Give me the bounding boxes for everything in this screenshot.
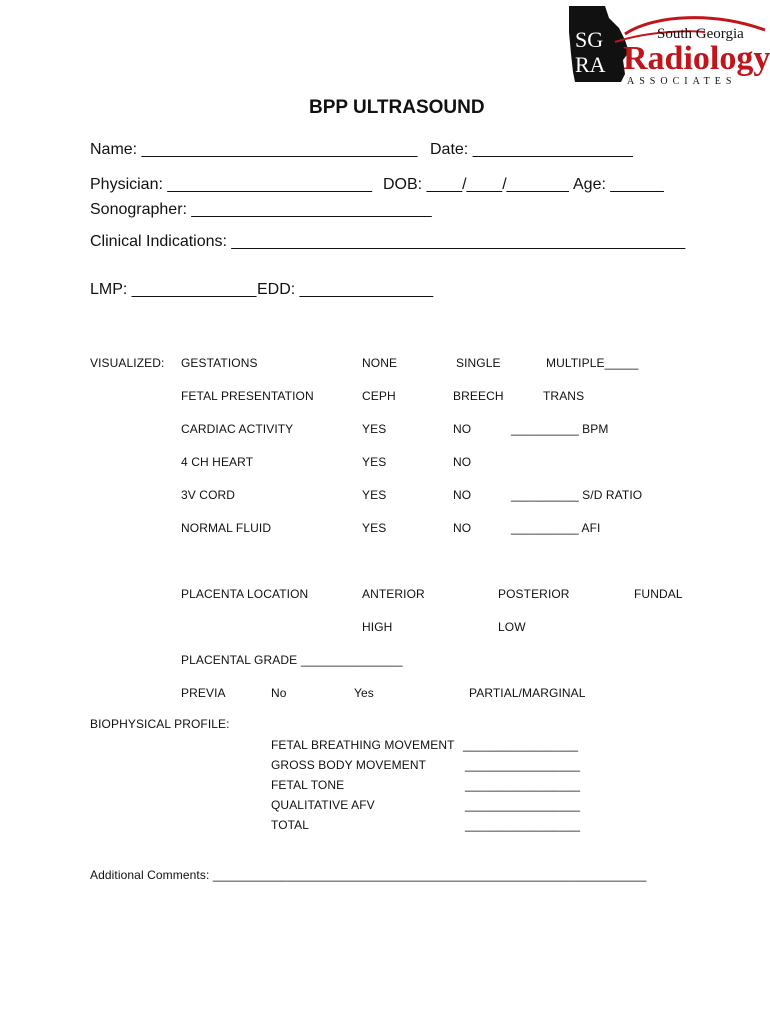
option-previa-yes[interactable]: Yes xyxy=(354,686,374,700)
sgra-logo xyxy=(565,2,770,88)
bpp-item-label: TOTAL xyxy=(271,818,310,832)
bpp-item-field[interactable]: _________________ xyxy=(465,778,581,792)
option-no[interactable]: NO xyxy=(453,422,472,436)
option-posterior[interactable]: POSTERIOR xyxy=(498,587,570,601)
additional-comments-field[interactable]: Additional Comments: ________________________________________________________________ xyxy=(90,868,647,882)
page-title: BPP ULTRASOUND xyxy=(309,97,485,118)
name-field[interactable]: Name: _______________________________ xyxy=(90,141,418,158)
logo-graphic xyxy=(565,2,770,88)
option-no[interactable]: NO xyxy=(453,521,472,535)
option-fundal[interactable]: FUNDAL xyxy=(634,587,683,601)
afi-field[interactable]: __________ AFI xyxy=(511,521,601,535)
bpp-item-label: FETAL BREATHING MOVEMENT xyxy=(271,738,455,752)
option-single[interactable]: SINGLE xyxy=(456,356,501,370)
bpp-item-field[interactable]: _________________ xyxy=(465,758,581,772)
option-high[interactable]: HIGH xyxy=(362,620,393,634)
previa-label: PREVIA xyxy=(181,686,226,700)
lmp-field[interactable]: LMP: ______________ xyxy=(90,281,257,298)
visualized-label: VISUALIZED: xyxy=(90,356,165,370)
option-breech[interactable]: BREECH xyxy=(453,389,504,403)
placenta-location-label: PLACENTA LOCATION xyxy=(181,587,309,601)
logo-associates: ASSOCIATES xyxy=(627,76,737,87)
row-label: GESTATIONS xyxy=(181,356,258,370)
option-yes[interactable]: YES xyxy=(362,488,387,502)
option-partial-marginal[interactable]: PARTIAL/MARGINAL xyxy=(469,686,586,700)
row-label: CARDIAC ACTIVITY xyxy=(181,422,294,436)
option-yes[interactable]: YES xyxy=(362,521,387,535)
placental-grade-label: PLACENTAL GRADE xyxy=(181,653,298,667)
bpp-item-field[interactable]: _________________ xyxy=(465,798,581,812)
logo-radiology: Radiology xyxy=(623,40,770,77)
option-none[interactable]: NONE xyxy=(362,356,398,370)
bpm-field[interactable]: __________ BPM xyxy=(511,422,609,436)
sd-ratio-field[interactable]: __________ S/D RATIO xyxy=(511,488,643,502)
row-label: NORMAL FLUID xyxy=(181,521,272,535)
row-label: FETAL PRESENTATION xyxy=(181,389,314,403)
date-field[interactable]: Date: __________________ xyxy=(430,141,633,158)
row-label: 4 CH HEART xyxy=(181,455,254,469)
age-field[interactable]: Age: ______ xyxy=(573,176,664,193)
option-trans[interactable]: TRANS xyxy=(543,389,585,403)
option-no[interactable]: NO xyxy=(453,455,472,469)
option-low[interactable]: LOW xyxy=(498,620,526,634)
dob-field[interactable]: DOB: ____/____/_______ xyxy=(383,176,569,193)
option-yes[interactable]: YES xyxy=(362,422,387,436)
biophysical-profile-label: BIOPHYSICAL PROFILE: xyxy=(90,717,230,731)
bpp-item-label: QUALITATIVE AFV xyxy=(271,798,375,812)
logo-south-georgia: South Georgia xyxy=(657,26,744,42)
option-ceph[interactable]: CEPH xyxy=(362,389,396,403)
physician-field[interactable]: Physician: _______________________ xyxy=(90,176,373,193)
option-multiple[interactable]: MULTIPLE_____ xyxy=(546,356,639,370)
row-label: 3V CORD xyxy=(181,488,236,502)
option-no[interactable]: NO xyxy=(453,488,472,502)
bpp-item-label: FETAL TONE xyxy=(271,778,345,792)
bpp-item-field[interactable]: _________________ xyxy=(463,738,579,752)
clinical-indications-field[interactable]: Clinical Indications: ___________________________________________________ xyxy=(90,233,686,250)
option-yes[interactable]: YES xyxy=(362,455,387,469)
logo-ra: RA xyxy=(575,52,606,77)
sonographer-field[interactable]: Sonographer: ___________________________ xyxy=(90,201,432,218)
logo-sg: SG xyxy=(575,27,604,52)
bpp-item-field[interactable]: _________________ xyxy=(465,818,581,832)
option-previa-no[interactable]: No xyxy=(271,686,287,700)
placental-grade-field[interactable]: _______________ xyxy=(301,653,403,667)
edd-field[interactable]: EDD: _______________ xyxy=(257,281,434,298)
option-anterior[interactable]: ANTERIOR xyxy=(362,587,425,601)
bpp-item-label: GROSS BODY MOVEMENT xyxy=(271,758,427,772)
